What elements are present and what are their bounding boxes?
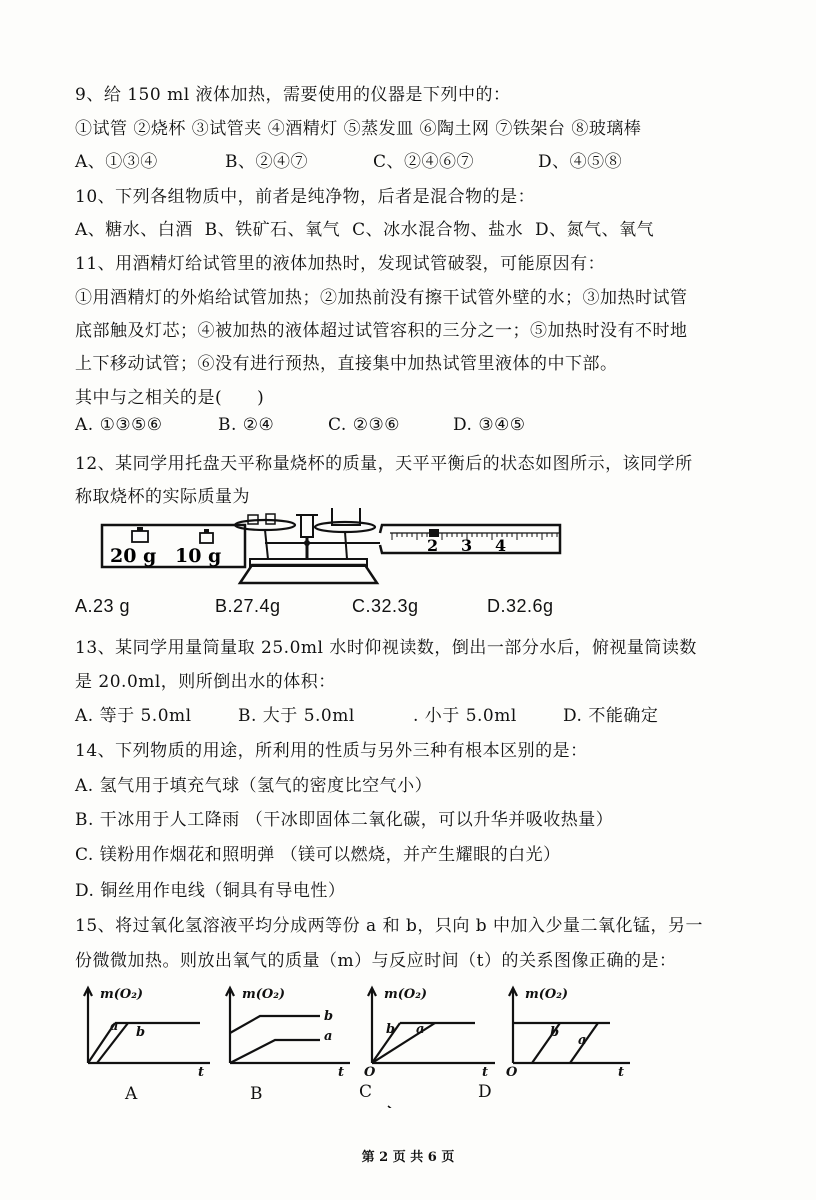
- q13-option-a: A. 等于 5.0ml: [75, 706, 192, 726]
- curve-label: b: [550, 1025, 560, 1040]
- q15-stem: 15、将过氧化氢溶液平均分成两等份 a 和 b，只向 b 中加入少量二氧化锰，另一: [75, 916, 704, 936]
- weight-20g-icon: [132, 527, 148, 542]
- q12-option-b: B.27.4g: [215, 596, 281, 616]
- curve-label: a: [578, 1033, 587, 1048]
- q9-option-c: C、②④⑥⑦: [373, 152, 475, 172]
- graph-origin: O: [364, 1065, 376, 1080]
- q11-body-line: 底部触及灯芯；④被加热的液体超过试管容积的三分之一；⑤加热时没有不时地: [75, 321, 688, 341]
- scale-ticks: [392, 533, 557, 540]
- graph-xlabel: t: [482, 1065, 489, 1080]
- curve-label: b: [136, 1025, 146, 1040]
- graph-ylabel: m(O₂): [384, 987, 428, 1002]
- balance-figure: [90, 505, 590, 590]
- q11-body-line: ①用酒精灯的外焰给试管加热；②加热前没有擦干试管外壁的水；③加热时试管: [75, 288, 688, 308]
- graph-letter: D: [478, 1082, 492, 1102]
- q12-option-c: C.32.3g: [352, 596, 419, 616]
- page-footer: 第 2 页 共 6 页: [361, 1150, 455, 1165]
- q10-stem: 10、下列各组物质中，前者是纯净物，后者是混合物的是：: [75, 187, 536, 207]
- q11-question: 其中与之相关的是( ): [75, 388, 265, 408]
- graph-xlabel: t: [338, 1065, 345, 1080]
- scale-label: 2: [427, 536, 439, 555]
- curve-label: a: [324, 1029, 333, 1044]
- q12-option-d: D.32.6g: [487, 596, 554, 616]
- balance-icon: [235, 508, 380, 583]
- q9-option-a: A、①③④: [75, 152, 158, 172]
- q11-option-c: C. ②③⑥: [328, 415, 400, 435]
- q9-options: [75, 147, 622, 172]
- graph-xlabel: t: [198, 1065, 205, 1080]
- q13-options: [75, 701, 658, 726]
- q11-options: [75, 415, 526, 435]
- q13-stem: 是 20.0ml，则所倒出水的体积：: [75, 672, 336, 692]
- q9-option-d: D、④⑤⑧: [538, 152, 623, 172]
- q12-options: [75, 596, 554, 617]
- curve-label: b: [386, 1022, 396, 1037]
- q12-stem: 12、某同学用托盘天平称量烧杯的质量，天平平衡后的状态如图所示，该同学所: [75, 454, 693, 474]
- stray-mark: [388, 1106, 400, 1108]
- q9-items: ①试管 ②烧杯 ③试管夹 ④酒精灯 ⑤蒸发皿 ⑥陶土网 ⑦铁架台 ⑧玻璃棒: [75, 119, 642, 139]
- q13-option-c: . 小于 5.0ml: [413, 706, 517, 726]
- graph-letter: B: [250, 1084, 263, 1104]
- weight-20g-label: 20 g: [110, 545, 157, 567]
- weight-10g-label: 10 g: [175, 545, 222, 567]
- q15-stem: 份微微加热。则放出氧气的质量（m）与反应时间（t）的关系图像正确的是：: [75, 951, 677, 971]
- q13-option-d: D. 不能确定: [563, 706, 659, 726]
- q10-options: A、糖水、白酒 B、铁矿石、氧气 C、冰水混合物、盐水 D、氮气、氧气: [75, 220, 655, 240]
- graph-letter: C: [359, 1082, 373, 1102]
- weight-10g-icon: [200, 529, 213, 543]
- scale-label: 3: [461, 536, 473, 555]
- q14-option-d: D. 铜丝用作电线（铜具有导电性）: [75, 881, 346, 901]
- q11-option-b: B. ②④: [218, 415, 275, 435]
- q12-stem: 称取烧杯的实际质量为: [75, 487, 250, 507]
- curve-label: a: [110, 1019, 119, 1034]
- graph-ylabel: m(O₂): [100, 987, 144, 1002]
- q13-option-b: B. 大于 5.0ml: [238, 706, 355, 726]
- q11-body-line: 上下移动试管；⑥没有进行预热，直接集中加热试管里液体的中下部。: [75, 354, 618, 374]
- q9-stem: 9、给 150 ml 液体加热，需要使用的仪器是下列中的：: [75, 85, 511, 105]
- q11-stem: 11、用酒精灯给试管里的液体加热时，发现试管破裂，可能原因有：: [75, 254, 606, 274]
- q11-option-a: A. ①③⑤⑥: [75, 415, 163, 435]
- q14-option-c: C. 镁粉用作烟花和照明弹 （镁可以燃烧，并产生耀眼的白光）: [75, 845, 561, 865]
- q15-graphs: [70, 978, 710, 1108]
- q14-stem: 14、下列物质的用途，所利用的性质与另外三种有根本区别的是：: [75, 741, 588, 761]
- scale-label: 4: [495, 536, 507, 555]
- q12-option-a: A.23 g: [75, 596, 131, 616]
- q13-stem: 13、某同学用量筒量取 25.0ml 水时仰视读数，倒出一部分水后，俯视量筒读数: [75, 638, 697, 658]
- q14-option-b: B. 干冰用于人工降雨 （干冰即固体二氧化碳，可以升华并吸收热量）: [75, 810, 614, 830]
- q9-option-b: B、②④⑦: [225, 152, 308, 172]
- graph-letter: A: [125, 1084, 138, 1104]
- graph-ylabel: m(O₂): [525, 987, 569, 1002]
- curve-label: b: [324, 1009, 334, 1024]
- graph-ylabel: m(O₂): [242, 987, 286, 1002]
- graph-xlabel: t: [618, 1065, 625, 1080]
- curve-label: a: [416, 1022, 425, 1037]
- graph-origin: O: [506, 1065, 518, 1080]
- q14-option-a: A. 氢气用于填充气球（氢气的密度比空气小）: [75, 776, 433, 796]
- q11-option-d: D. ③④⑤: [453, 415, 526, 435]
